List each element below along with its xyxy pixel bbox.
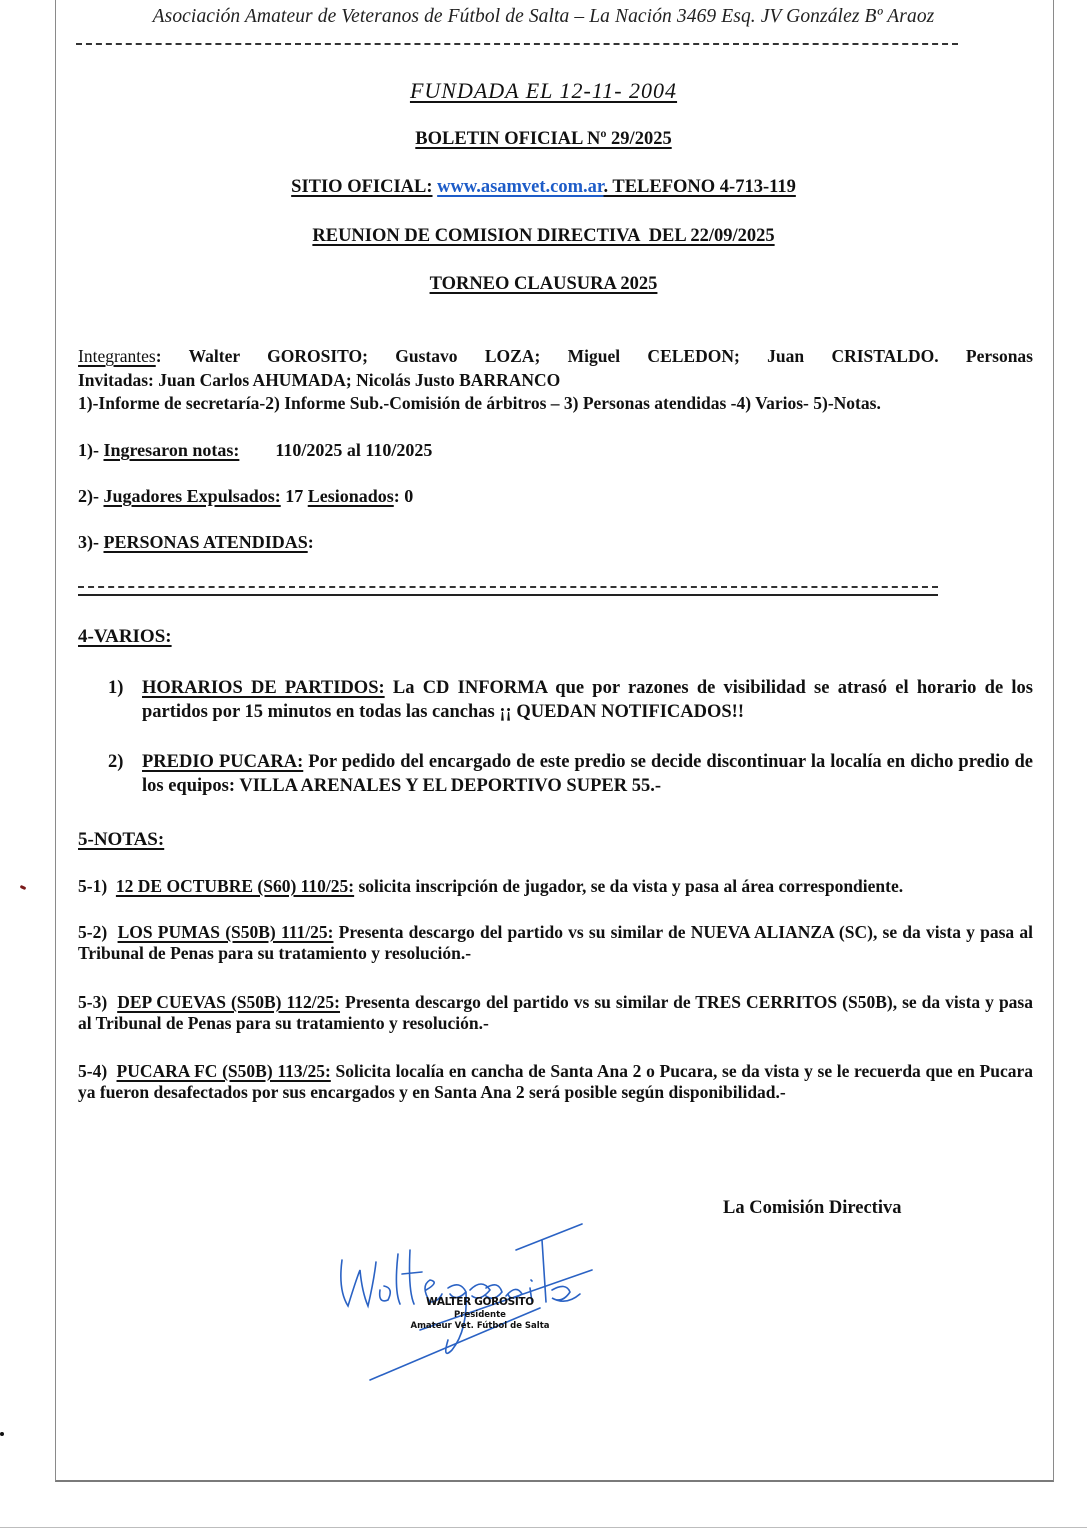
- tournament-title: TORNEO CLAUSURA 2025: [429, 274, 658, 294]
- section-players: 2)- Jugadores Expulsados: 17 Lesionados: 0: [78, 486, 414, 506]
- official-site-line: SITIO OFICIAL: www.asamvet.com.ar. TELEFONO 4-713-119: [291, 177, 796, 197]
- letterhead: Asociación Amateur de Veteranos de Fútbol de Salta – La Nación 3469 Esq. JV González Bº Araoz: [152, 6, 935, 27]
- agenda-line: 1)-Informe de secretaría-2) Informe Sub.-Comisión de árbitros – 3) Personas atendidas -4) Varios- 5)-Notas.: [78, 393, 881, 413]
- note-item: 5-2) LOS PUMAS (S50B) 111/25: Presenta descargo del partido vs su similar de NUEVA ALIANZA (SC), se da vista y pasa al Tribunal de Penas para su tratamiento y resolución.-: [78, 922, 1033, 963]
- bulletin-title: BOLETIN OFICIAL Nº 29/2025: [415, 129, 672, 149]
- section-notes-received: 1)- Ingresaron notas: 110/2025 al 110/2025: [78, 440, 433, 460]
- members-line-2: Invitadas: Juan Carlos AHUMADA; Nicolás Justo BARRANCO: [78, 370, 561, 390]
- signature-org: Amateur Vet. Fútbol de Salta: [410, 1321, 550, 1331]
- scan-speck: [20, 885, 27, 890]
- section3-underline: [78, 594, 938, 596]
- site-link[interactable]: www.asamvet.com.ar: [437, 177, 604, 197]
- closing-signoff: La Comisión Directiva: [723, 1198, 902, 1218]
- founded-date: FUNDADA EL 12-11- 2004: [409, 78, 678, 103]
- header-divider: [76, 43, 958, 45]
- note-item: 5-4) PUCARA FC (S50B) 113/25: Solicita localía en cancha de Santa Ana 2 o Pucara, se da vista y se le recuerda que en Pucara ya fueron desafectados por sus encargados y en Santa Ana 2 será posible según disponibilidad.-: [78, 1061, 1034, 1102]
- section-persons-attended: 3)- PERSONAS ATENDIDAS:: [78, 532, 314, 552]
- signature-role: Presidente: [454, 1310, 506, 1320]
- note-item: 5-1) 12 DE OCTUBRE (S60) 110/25: solicita inscripción de jugador, se da vista y pasa al área correspondiente.: [78, 876, 904, 896]
- meeting-title: REUNION DE COMISION DIRECTIVA DEL 22/09/2025: [312, 226, 775, 246]
- varios-item: 1) HORARIOS DE PARTIDOS: La CD INFORMA que por razones de visibilidad se atrasó el horario de los partidos por 15 minutos en todas las canchas ¡¡ QUEDAN NOTIFICADOS!!: [108, 678, 1033, 722]
- varios-item: 2) PREDIO PUCARA: Por pedido del encargado de este predio se decide discontinuar la localía en dicho predio de los equipos: VILLA ARENALES Y EL DEPORTIVO SUPER 55.-: [108, 752, 1033, 796]
- scan-speck: [0, 1432, 4, 1436]
- section-varios-title: 4-VARIOS:: [78, 626, 172, 647]
- signature-name: WALTER GOROSITO: [426, 1296, 534, 1308]
- members-line-1: Integrantes: Walter GOROSITO; Gustavo LOZA; Miguel CELEDON; Juan CRISTALDO. Personas: [78, 346, 1033, 366]
- section-notas-title: 5-NOTAS:: [78, 829, 165, 850]
- signature-block: [330, 1210, 630, 1390]
- note-item: 5-3) DEP CUEVAS (S50B) 112/25: Presenta descargo del partido vs su similar de TRES CERRITOS (S50B), se da vista y pasa al Tribunal de Penas para su tratamiento y resolución.-: [78, 992, 1033, 1033]
- scan-edge: [0, 1527, 1087, 1528]
- section3-divider: [78, 586, 938, 588]
